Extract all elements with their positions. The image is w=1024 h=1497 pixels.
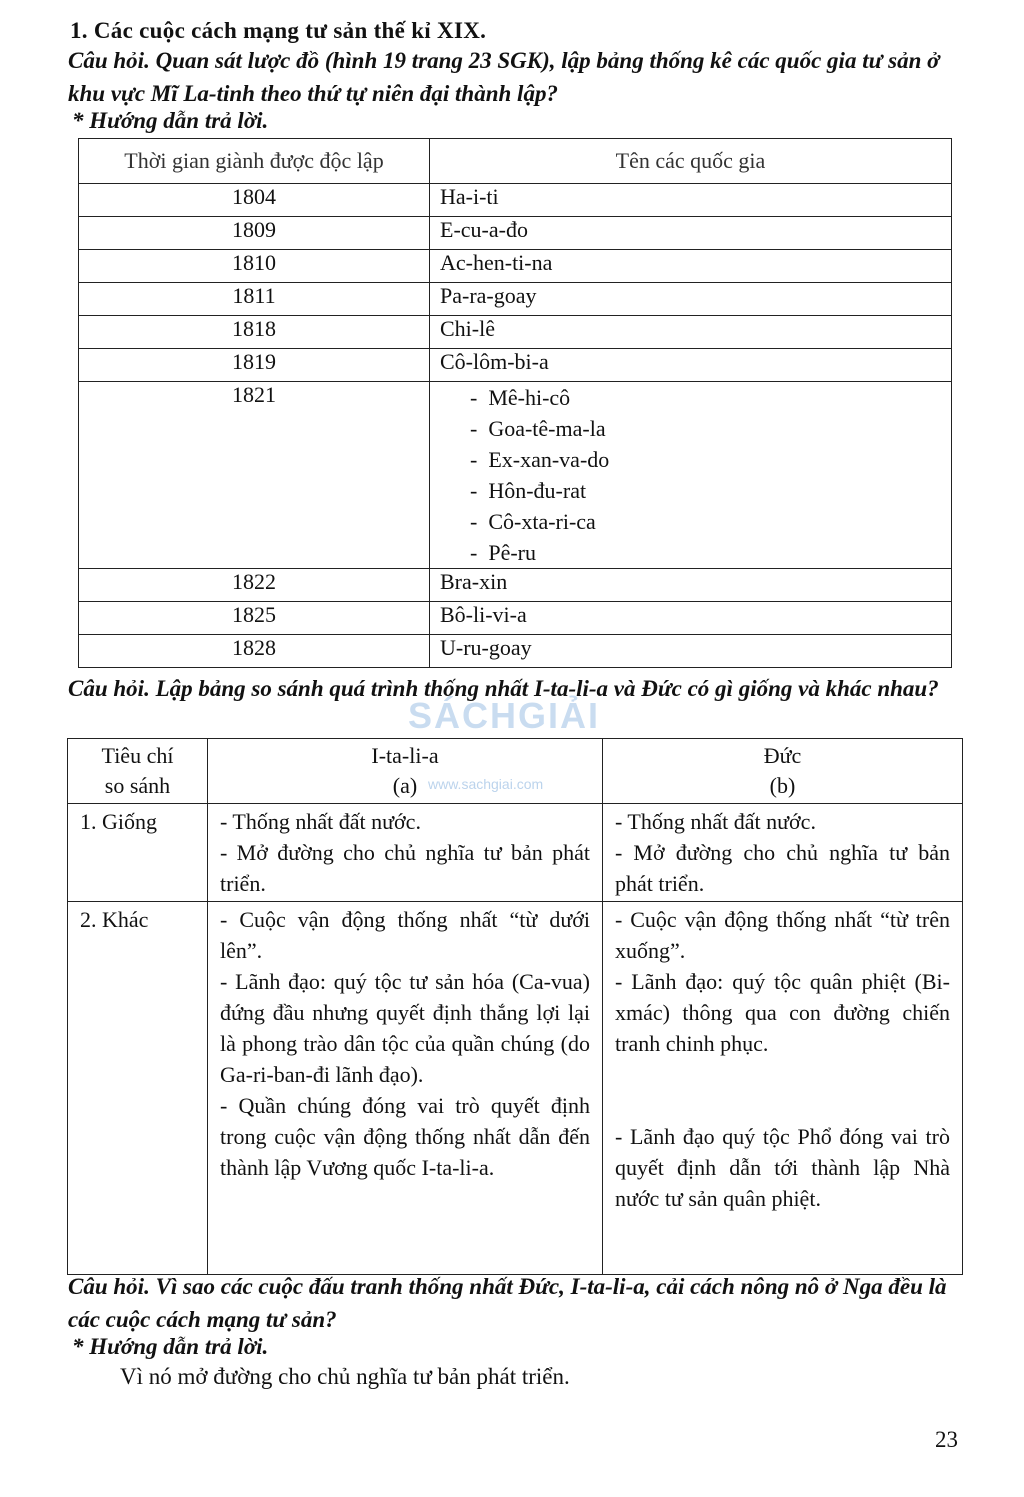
table-row [79, 316, 952, 349]
guide-label-2: * Hướng dẫn trả lời. [72, 1334, 269, 1359]
list-item: - Goa-tê-ma-la [470, 413, 941, 444]
country-cell: U-ru-goay [430, 635, 952, 668]
country-cell: Chi-lê [430, 316, 952, 349]
cell-line: - Mở đường cho chủ nghĩa tư bản phát triển. [615, 840, 950, 896]
spacer [615, 1090, 950, 1121]
cell-line: - Lãnh đạo: quý tộc quân phiệt (Bi-xmác) thông qua con đường chiến tranh chinh phục. [615, 969, 950, 1056]
list-item: - Hôn-đu-rat [470, 475, 941, 506]
watermark-brand: SÁCHGIẢI [408, 695, 601, 736]
independence-table [78, 138, 952, 668]
watermark-url: www.sachgiai.com [428, 776, 544, 792]
year-cell: 1819 [79, 349, 430, 382]
cell-line: - Quần chúng đóng vai trò quyết định trong cuộc vận động thống nhất dẫn đến thành lập Vương quốc I-ta-li-a. [220, 1093, 590, 1180]
page-number: 23 [935, 1427, 958, 1452]
country-cell: Ha-i-ti [430, 184, 952, 217]
table-header-row [68, 739, 963, 804]
cell-line: - Lãnh đạo: quý tộc tư sản hóa (Ca-vua) đứng đầu nhưng quyết định thắng lợi lại là phong trào dân tộc của quần chúng (do Ga-ri-ban-đi lãnh đạo). [220, 969, 590, 1087]
cell-line: - Mở đường cho chủ nghĩa tư bản phát triển. [220, 840, 590, 896]
spacer [615, 1059, 950, 1090]
list-item: - Pê-ru [470, 537, 941, 568]
comparison-table [67, 738, 963, 1275]
question-3: Câu hỏi. Vì sao các cuộc đấu tranh thống nhất Đức, I-ta-li-a, cải cách nông nô ở Nga đều là các cuộc cách mạng tư sản? [68, 1274, 947, 1332]
list-item: - Cô-xta-ri-ca [470, 506, 941, 537]
country-cell: Bô-li-vi-a [430, 602, 952, 635]
table-row-similar [68, 804, 963, 902]
year-cell: 1804 [79, 184, 430, 217]
section-heading: 1. Các cuộc cách mạng tư sản thế kỉ XIX. [70, 18, 487, 43]
italy-similar-cell [208, 804, 603, 902]
country-cell: Pa-ra-goay [430, 283, 952, 316]
year-cell: 1822 [79, 569, 430, 602]
guide-label-1: * Hướng dẫn trả lời. [72, 108, 269, 133]
country-cell: Ac-hen-ti-na [430, 250, 952, 283]
criteria-line-2: so sánh [104, 773, 171, 798]
table-header-row [79, 139, 952, 184]
list-item: - Ex-xan-va-do [470, 444, 941, 475]
table-row [79, 602, 952, 635]
table-row [79, 217, 952, 250]
country-cell: E-cu-a-đo [430, 217, 952, 250]
table-row [79, 569, 952, 602]
criteria-cell: 1. Giống [68, 804, 208, 902]
germany-title: Đức [763, 743, 802, 768]
cell-line: - Lãnh đạo quý tộc Phổ đóng vai trò quyết định dẫn tới thành lập Nhà nước tư sản quân phiệt. [615, 1124, 950, 1211]
col-header-time: Thời gian giành được độc lập [79, 139, 430, 184]
cell-line: - Thống nhất đất nước. [220, 809, 421, 834]
list-item: - Mê-hi-cô [470, 382, 941, 413]
table-row [79, 250, 952, 283]
italy-title: I-ta-li-a [371, 743, 439, 768]
year-cell: 1810 [79, 250, 430, 283]
germany-sub: (b) [769, 773, 796, 798]
year-cell: 1809 [79, 217, 430, 250]
table-row [79, 283, 952, 316]
country-cell: Bra-xin [430, 569, 952, 602]
question-1: Câu hỏi. Quan sát lược đồ (hình 19 trang 23 SGK), lập bảng thống kê các quốc gia tư sản ở khu vực Mĩ La-tinh theo thứ tự niên đại thành lập? [68, 48, 940, 106]
year-cell: 1828 [79, 635, 430, 668]
germany-different-cell [603, 902, 963, 1275]
question-2: Câu hỏi. Lập bảng so sánh quá trình thống nhất I-ta-li-a và Đức có gì giống và khác nhau? [68, 676, 939, 701]
col-header-criteria [68, 739, 208, 804]
col-header-countries: Tên các quốc gia [430, 139, 952, 184]
year-cell: 1825 [79, 602, 430, 635]
germany-similar-cell [603, 804, 963, 902]
answer-3: Vì nó mở đường cho chủ nghĩa tư bản phát triển. [120, 1364, 570, 1389]
italy-sub: (a) [392, 773, 418, 798]
criteria-cell: 2. Khác [68, 902, 208, 1275]
table-row-different [68, 902, 963, 1275]
country-list-cell [430, 382, 952, 569]
country-cell: Cô-lôm-bi-a [430, 349, 952, 382]
criteria-line-1: Tiêu chí [101, 743, 174, 768]
cell-line: - Thống nhất đất nước. [615, 809, 816, 834]
table-row [79, 635, 952, 668]
year-cell: 1811 [79, 283, 430, 316]
col-header-germany [603, 739, 963, 804]
year-cell: 1821 [79, 382, 430, 569]
year-cell: 1818 [79, 316, 430, 349]
table-row [79, 349, 952, 382]
col-header-italy [208, 739, 603, 804]
country-list [440, 382, 941, 568]
cell-line: - Cuộc vận động thống nhất “từ dưới lên”. [220, 907, 590, 963]
italy-different-cell [208, 902, 603, 1275]
table-row-1821 [79, 382, 952, 569]
table-row [79, 184, 952, 217]
cell-line: - Cuộc vận động thống nhất “từ trên xuống”. [615, 907, 950, 963]
